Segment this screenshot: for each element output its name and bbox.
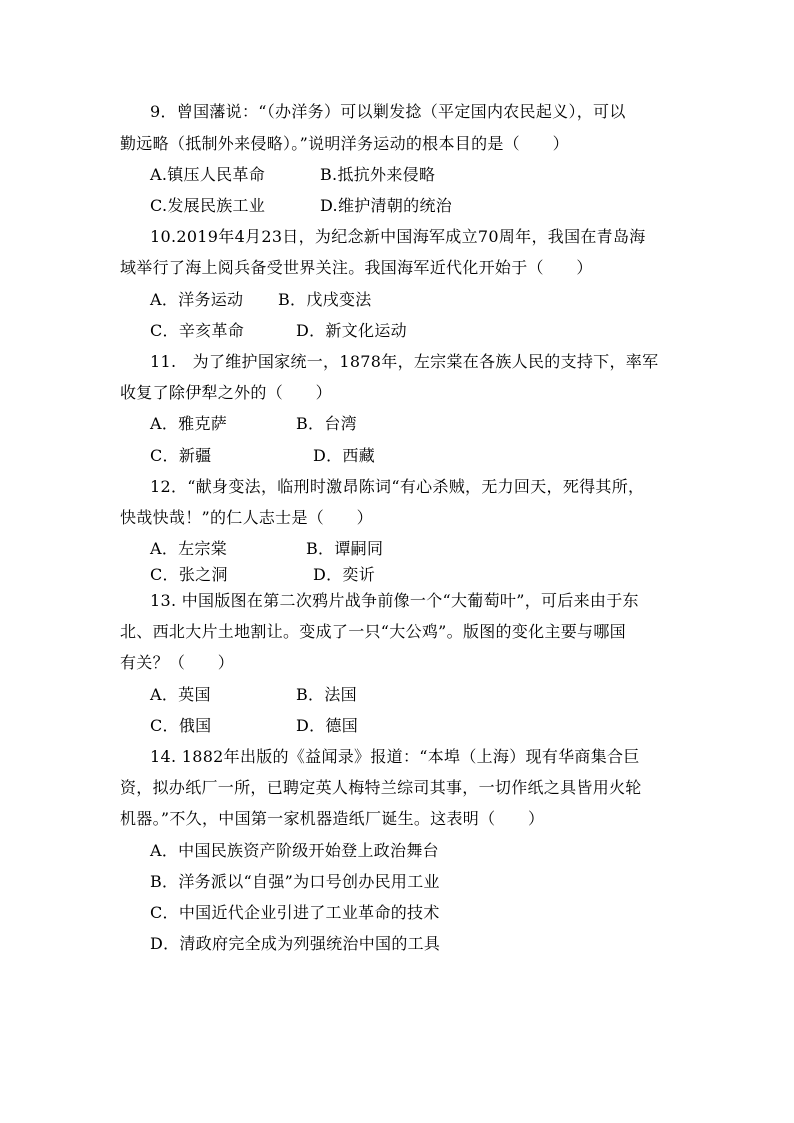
question-14-stem-cont: 资，拟办纸厂一所，已聘定英人梅特兰综司其事，一切作纸之具皆用火轮	[120, 778, 642, 797]
question-13-option-a: A．英国	[150, 685, 211, 704]
question-14-stem-cont2: 机器。”不久，中国第一家机器造纸厂诞生。这表明（ ）	[120, 809, 545, 828]
question-11-option-b: B．台湾	[296, 414, 357, 433]
question-9-option-c: C.发展民族工业	[150, 196, 266, 215]
question-11-option-a: A．雅克萨	[150, 414, 228, 433]
question-11-stem: 11. 为了维护国家统一，1878年，左宗棠在各族人民的支持下，率军	[150, 352, 659, 371]
question-11-option-c: C．新疆	[150, 446, 212, 465]
question-13-option-d: D．德国	[296, 716, 359, 735]
question-14-stem: 14. 1882年出版的《益闻录》报道：“本埠（上海）现有华商集合巨	[150, 747, 640, 766]
question-10-stem-cont: 域举行了海上阅兵备受世界关注。我国海军近代化开始于（ ）	[120, 258, 593, 277]
question-14-option-c: C．中国近代企业引进了工业革命的技术	[150, 903, 440, 922]
question-13-stem-cont2: 有关？（ ）	[120, 653, 235, 672]
question-14-option-d: D．清政府完全成为列强统治中国的工具	[150, 934, 441, 953]
question-12-stem-cont: 快哉快哉！”的仁人志士是（ ）	[120, 508, 373, 527]
question-10-option-b: B．戊戌变法	[278, 290, 372, 309]
question-9-stem: 9．曾国藩说：“（办洋务）可以剿发捻（平定国内农民起义），可以	[150, 102, 626, 121]
question-12-option-c: C．张之洞	[150, 565, 228, 584]
question-11-option-d: D．西藏	[313, 446, 376, 465]
question-14-option-b: B．洋务派以“自强”为口号创办民用工业	[150, 872, 440, 891]
question-10-option-d: D．新文化运动	[296, 321, 407, 340]
question-14-option-a: A．中国民族资产阶级开始登上政治舞台	[150, 841, 439, 860]
question-11-stem-cont: 收复了除伊犁之外的（ ）	[120, 383, 332, 402]
question-13-stem: 13. 中国版图在第二次鸦片战争前像一个“大葡萄叶”，可后来由于东	[150, 591, 639, 610]
question-9-option-b: B.抵抗外来侵略	[320, 165, 436, 184]
question-12-option-d: D．奕䜣	[313, 565, 376, 584]
question-12-stem: 12．“献身变法，临刑时激昂陈词“有心杀贼，无力回天，死得其所，	[150, 477, 645, 496]
question-10-option-c: C．辛亥革命	[150, 321, 245, 340]
question-9-option-a: A.镇压人民革命	[150, 165, 266, 184]
question-10-stem: 10.2019年4月23日，为纪念新中国海军成立70周年，我国在青岛海	[150, 227, 646, 246]
question-9-stem-cont: 勤远略（抵制外来侵略）。”说明洋务运动的根本目的是（ ）	[120, 134, 569, 153]
question-13-stem-cont: 北、西北大片土地割让。变成了一只“大公鸡”。版图的变化主要与哪国	[120, 622, 626, 641]
question-13-option-b: B．法国	[296, 685, 357, 704]
question-9-option-d: D.维护清朝的统治	[320, 196, 453, 215]
question-10-option-a: A．洋务运动	[150, 290, 244, 309]
question-13-option-c: C．俄国	[150, 716, 212, 735]
question-12-option-a: A．左宗棠	[150, 539, 228, 558]
question-12-option-b: B．谭嗣同	[306, 539, 384, 558]
